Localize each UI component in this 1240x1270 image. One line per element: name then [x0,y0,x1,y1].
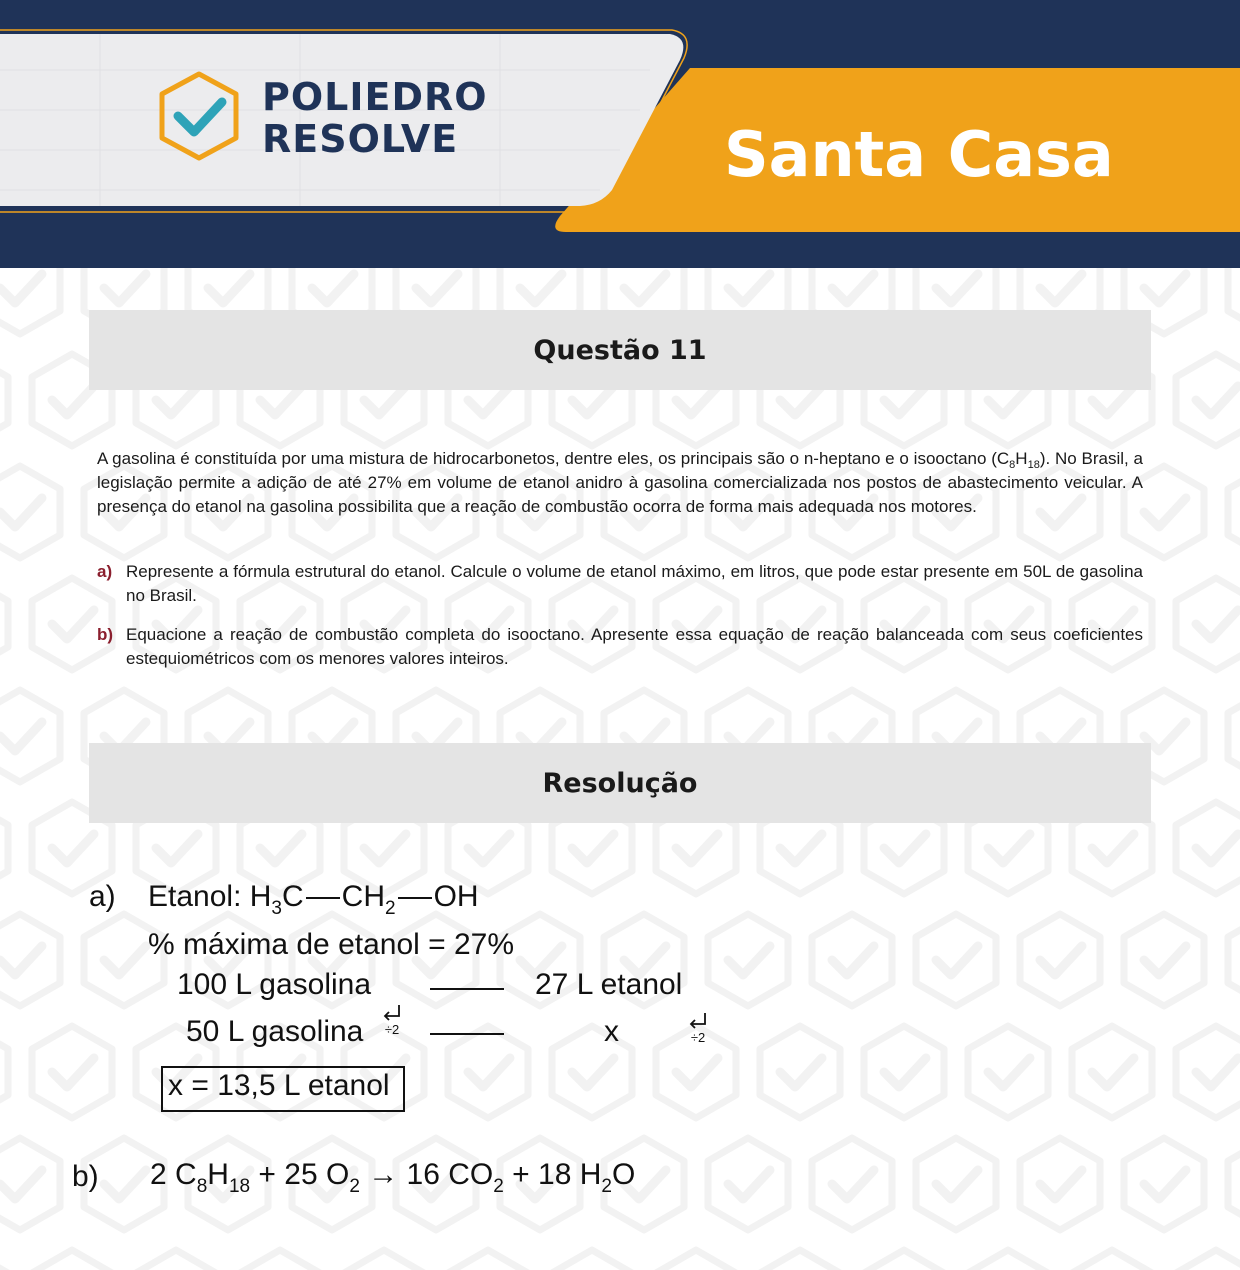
watermark-check-icon [552,1250,632,1270]
watermark-check-icon [708,1138,788,1230]
watermark-check-icon [448,1026,528,1118]
watermark-check-icon [1228,268,1240,334]
formula-ch: CH [341,880,386,913]
watermark-check-icon [0,1026,8,1118]
watermark-check-icon [916,914,996,1006]
max-percentage-line: % máxima de etanol = 27% [148,928,515,961]
divisor-label-left: ÷2 [384,1022,400,1037]
resolution-title: Resolução [542,767,698,799]
eq-part-5: + 18 H [503,1158,602,1191]
stem-text-start: A gasolina é constituída por uma mistura de hidrocarbonetos, dentre eles, os principais são o n-heptano e o isooctano (C [97,449,1010,468]
watermark-check-icon [1020,1138,1100,1230]
watermark-check-icon [1124,914,1204,1006]
formula-sub-2: 2 [385,898,396,919]
watermark-check-icon [968,1026,1048,1118]
eq-sub-3: 2 [349,1176,360,1197]
watermark-check-icon [1228,1138,1240,1230]
watermark-check-icon [136,1250,216,1270]
watermark-check-icon [916,1138,996,1230]
watermark-check-icon [760,1026,840,1118]
stem-subscript-18: 18 [1027,459,1040,471]
question-title: Questão 11 [533,334,707,366]
eq-part-1: 2 C [150,1158,197,1191]
proportion-dash-2 [430,1033,504,1035]
watermark-check-icon [1176,354,1240,446]
resolution-title-bar [89,743,1151,823]
combustion-equation [150,1158,636,1197]
return-arrow-icon [687,1012,709,1030]
watermark-check-icon [0,1250,8,1270]
watermark-check-icon [32,1026,112,1118]
item-text-b: Equacione a reação de combustão completa do isooctano. Apresente essa equação de reação balanceada com seus coeficientes estequiométricos com os menores valores inteiros. [126,625,1143,668]
watermark-check-icon [0,466,60,558]
watermark-check-icon [1228,466,1240,558]
watermark-check-icon [0,354,8,446]
formula-oh: OH [433,880,479,913]
check-hexagon-icon [156,70,242,162]
watermark-check-icon [0,914,60,1006]
resolution-label-b: b) [72,1160,99,1193]
brand-wordmark [262,76,488,160]
item-label-b: b) [97,625,114,644]
formula-c: C [282,880,304,913]
eq-sub-4: 2 [493,1176,504,1197]
watermark-check-icon [1124,1138,1204,1230]
brand-line-1: POLIEDRO [262,75,488,119]
resolution-label-a: a) [89,880,116,913]
watermark-check-icon [656,1250,736,1270]
eq-sub-1: 8 [196,1176,208,1197]
watermark-check-icon [240,1250,320,1270]
watermark-check-icon [448,1250,528,1270]
return-arrow-icon [381,1004,403,1022]
watermark-check-icon [760,1250,840,1270]
watermark-check-icon [0,1138,60,1230]
brand-line-2: RESOLVE [262,117,459,161]
watermark-check-icon [1176,578,1240,670]
watermark-check-icon [1176,1026,1240,1118]
watermark-check-icon [812,914,892,1006]
question-item-a [97,560,1143,608]
watermark-check-icon [0,268,60,334]
proportion-row2-right: x [604,1015,619,1048]
question-title-bar [89,310,1151,390]
eq-part-6: O [611,1158,636,1191]
proportion-row2-left: 50 L gasolina [186,1015,364,1048]
watermark-check-icon [864,1250,944,1270]
question-stem [97,447,1143,519]
ethanol-formula [148,880,479,919]
watermark-check-icon [1072,1026,1152,1118]
answer-a: x = 13,5 L etanol [168,1069,390,1102]
ethanol-prefix: Etanol: [148,880,242,913]
stem-subscript-8: 8 [1009,459,1016,471]
item-text-a: Represente a fórmula estrutural do etanol. Calcule o volume de etanol máximo, em litros, que pode estar presente em 50L de gasolina no Brasil. [126,562,1143,605]
watermark-check-icon [1228,914,1240,1006]
eq-part-4: → 16 CO [359,1158,494,1191]
watermark-check-icon [708,914,788,1006]
watermark-check-icon [1176,1250,1240,1270]
watermark-check-icon [32,1250,112,1270]
exam-name: Santa Casa [724,118,1114,191]
proportion-row1-right: 27 L etanol [535,968,683,1001]
item-label-a: a) [97,562,113,581]
watermark-check-icon [968,1250,1048,1270]
header-banner [0,0,1240,268]
watermark-check-icon [812,1138,892,1230]
watermark-check-icon [864,1026,944,1118]
divide-by-two-left [378,1004,406,1037]
eq-part-2: H [207,1158,229,1191]
divisor-label-right: ÷2 [690,1030,706,1045]
proportion-row1-left: 100 L gasolina [177,968,372,1001]
single-bond [398,897,432,899]
stem-text-h: H [1015,449,1028,468]
watermark-check-icon [1020,914,1100,1006]
watermark-check-icon [1072,1250,1152,1270]
eq-sub-2: 18 [228,1176,251,1197]
watermark-check-icon [0,802,8,894]
question-item-b [97,623,1143,671]
watermark-check-icon [1176,802,1240,894]
watermark-check-icon [0,578,8,670]
watermark-check-icon [344,1250,424,1270]
watermark-check-icon [0,690,60,782]
stem-text-end: ). No Brasil, a legislação permite a adição de até 27% em volume de etanol anidro à gasolina comercializada nos postos de abastecimento veicular. A presença do etanol na gasolina possibilita que a reação de combustão ocorra de forma mais adequada nos motores. [97,449,1143,516]
proportion-dash-1 [430,988,504,990]
formula-h: H [249,880,272,913]
eq-part-3: + 25 O [250,1158,350,1191]
watermark-check-icon [552,1026,632,1118]
watermark-check-icon [1228,690,1240,782]
formula-sub-3: 3 [271,898,282,919]
single-bond [306,897,340,899]
eq-sub-5: 2 [601,1176,612,1197]
divide-by-two-right [684,1012,712,1045]
